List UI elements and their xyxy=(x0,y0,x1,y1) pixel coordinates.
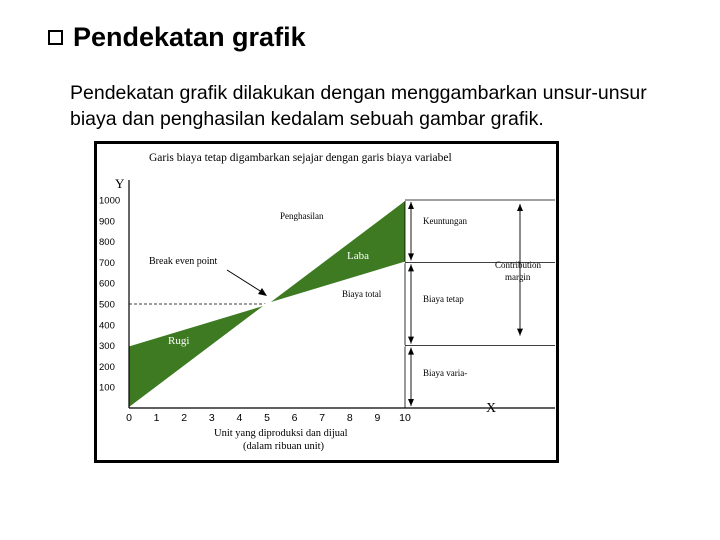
y-tick-label: 100 xyxy=(99,382,115,394)
total-cost-line-label: Biaya total xyxy=(342,289,382,299)
y-tick-label: 500 xyxy=(99,299,115,311)
y-tick-label: 400 xyxy=(99,320,115,332)
y-axis-letter: Y xyxy=(115,176,125,191)
x-tick-label: 6 xyxy=(291,412,298,424)
slide-title-text: Pendekatan grafik xyxy=(73,22,306,52)
break-even-chart xyxy=(97,144,556,460)
break-even-arrow-head-icon xyxy=(258,288,267,296)
y-tick-label: 1000 xyxy=(99,195,121,207)
contribution-margin-label-line2: margin xyxy=(505,272,531,282)
y-tick-label: 700 xyxy=(99,257,115,269)
chart-frame xyxy=(94,141,559,463)
x-axis-label-line1: Unit yang diproduksi dan dijual xyxy=(214,428,348,439)
y-tick-label: 300 xyxy=(99,341,115,353)
loss-region-label: Rugi xyxy=(168,335,190,347)
slide-title xyxy=(48,22,306,53)
profit-span-arrow-bottom-arrow-icon xyxy=(408,253,414,260)
y-tick-label: 900 xyxy=(99,216,115,228)
break-even-arrow-line xyxy=(227,270,265,294)
profit-span-arrow-top-arrow-icon xyxy=(408,202,414,209)
variable-cost-span-arrow-bottom-arrow-icon xyxy=(408,399,414,406)
checkbox-bullet-icon xyxy=(48,30,63,45)
y-tick-label: 200 xyxy=(99,361,115,373)
y-tick-label: 600 xyxy=(99,278,115,290)
x-tick-label: 9 xyxy=(374,412,381,424)
slide-body-text: Pendekatan grafik dilakukan dengan menggambarkan unsur-unsur biaya dan penghasilan kedalam sebuah gambar grafik. xyxy=(70,82,647,130)
contribution-margin-span-arrow-bottom-arrow-icon xyxy=(517,329,523,336)
x-tick-label: 4 xyxy=(236,412,243,424)
revenue-line-label: Penghasilan xyxy=(280,211,324,221)
x-axis-letter: X xyxy=(486,401,497,416)
x-tick-label: 0 xyxy=(126,412,132,424)
profit-side-label: Keuntungan xyxy=(423,216,467,226)
contribution-margin-label-line1: Contribution xyxy=(495,260,542,270)
x-tick-label: 1 xyxy=(153,412,160,424)
x-tick-label: 5 xyxy=(264,412,270,424)
x-tick-label: 2 xyxy=(181,412,188,424)
chart-title: Garis biaya tetap digambarkan sejajar dengan garis biaya variabel xyxy=(149,152,452,164)
break-even-label: Break even point xyxy=(149,256,218,267)
x-tick-label: 8 xyxy=(346,412,353,424)
x-tick-label: 3 xyxy=(208,412,215,424)
x-tick-label: 7 xyxy=(319,412,326,424)
contribution-margin-span-arrow-top-arrow-icon xyxy=(517,204,523,211)
x-axis-label-line2: (dalam ribuan unit) xyxy=(243,441,325,452)
fixed-cost-span-arrow-top-arrow-icon xyxy=(408,264,414,271)
profit-region-label: Laba xyxy=(347,250,369,262)
variable-cost-span-arrow-top-arrow-icon xyxy=(408,348,414,355)
variable-cost-side-label: Biaya varia- xyxy=(423,368,468,378)
fixed-cost-span-arrow-bottom-arrow-icon xyxy=(408,337,414,344)
y-tick-label: 800 xyxy=(99,237,115,249)
fixed-cost-side-label: Biaya tetap xyxy=(423,294,464,304)
x-tick-label: 10 xyxy=(399,412,411,424)
